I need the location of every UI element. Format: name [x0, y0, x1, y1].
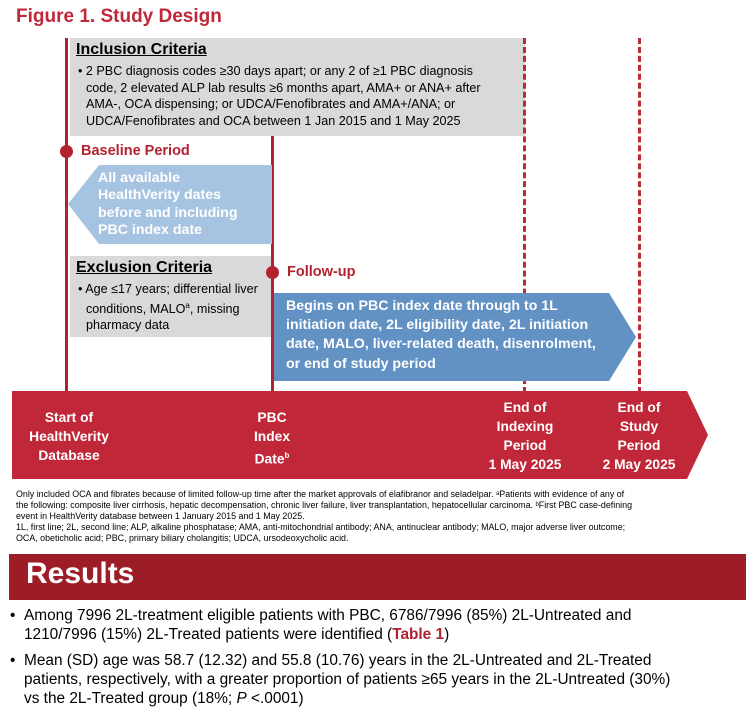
followup-description: Begins on PBC index date through to 1L initiation date, 2L eligibility date, 2L initiation date, MALO, liver-related death, disenrolment, or end of study period	[286, 298, 596, 372]
timeline-index-label: PBC Index Date$^b$	[253, 410, 291, 467]
figure-footnote: Only included OCA and fibrates because of limited follow-up time after the market approvals of elafibranor and seladelpar. ᵃPatients with evidence of any of the following: composite liver cirrhosis, hepatic decompensation, chronic liver failure, liver transplantation, hepatocellular carcinoma. ᵇFirst PBC case-defining event in HealthVerity database between 1 January 2015 and 1 May 2025. 1L, first line; 2L, second line; ALP, alkaline phosphatase; AMA, anti-mitochondrial antibody; ANA, antinuclear antibody; MALO, major adverse liver outcome; OCA, obeticholic acid; PBC, primary biliary cholangitis; UDCA, ursodeoxycholic acid.	[16, 489, 633, 543]
results-bullet-2: • Mean (SD) age was 58.7 (12.32) and 55.8 (10.76) years in the 2L-Untreated and 2L-Treated patients, respectively, with a greater proportion of patients ≥65 years in the 2L-Untreated (30%) vs the 2L-Treated group (18%; P <.0001)	[10, 652, 671, 707]
bullet-marker: •	[10, 652, 16, 669]
followup-label: Follow-up	[287, 264, 356, 280]
study-end-dashed-line	[638, 38, 641, 393]
timeline-start-label: Start of HealthVerity Database	[29, 410, 109, 463]
followup-marker	[266, 266, 279, 279]
timeline-study-end-label: End of Study Period 2 May 2025	[602, 400, 676, 472]
results-title: Results	[26, 557, 135, 590]
baseline-period-label: Baseline Period	[81, 143, 190, 159]
bullet-marker: •	[10, 607, 16, 624]
results-bullet-1: • Among 7996 2L-treatment eligible patients with PBC, 6786/7996 (85%) 2L-Untreated and 1210/7996 (15%) 2L-Treated patients were identified (Table 1)	[10, 607, 632, 643]
baseline-description: All available HealthVerity dates before and including PBC index date	[98, 170, 238, 239]
baseline-marker	[60, 145, 73, 158]
timeline-indexing-end-label: End of Indexing Period 1 May 2025	[488, 400, 562, 472]
exclusion-criteria-text: • Age ≤17 years; differential liver conditions, MALO$^a$, missing pharmacy data	[78, 282, 258, 333]
inclusion-criteria-text: • 2 PBC diagnosis codes ≥30 days apart; or any 2 of ≥1 PBC diagnosis code, 2 elevated ALP lab results ≥6 months apart, AMA+ or ANA+ after AMA-, OCA dispensing; or UDCA/Fenofibrates and AMA+/ANA; or UDCA/Fenofibrates and OCA between 1 Jan 2015 and 1 May 2025	[78, 64, 481, 128]
table-1-link[interactable]: Table 1	[392, 626, 445, 643]
inclusion-criteria-heading: Inclusion Criteria	[76, 41, 207, 58]
figure-title: Figure 1. Study Design	[16, 6, 222, 27]
exclusion-criteria-heading: Exclusion Criteria	[76, 259, 213, 276]
